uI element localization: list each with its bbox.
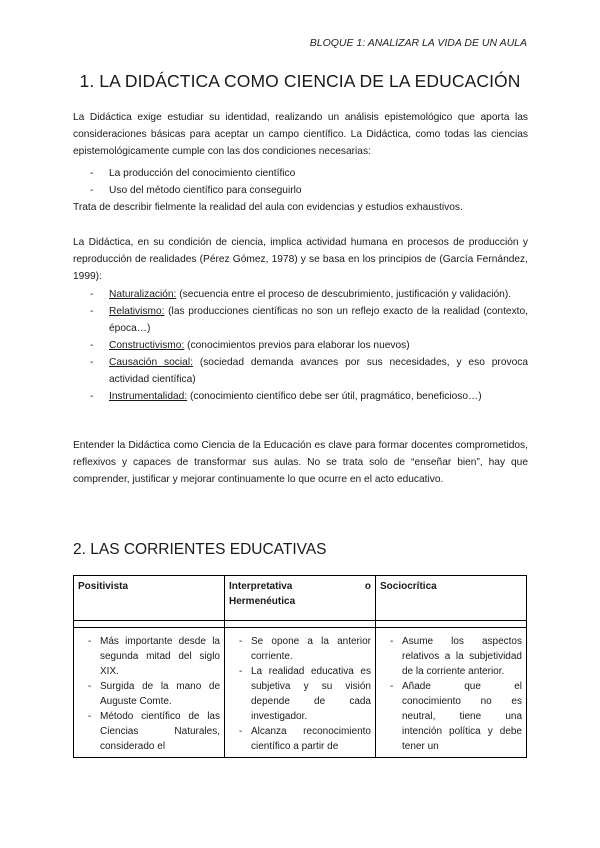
list-item: - Se opone a la anterior corriente.: [239, 636, 371, 662]
list-item: - La realidad educativa es subjetiva y su visión depende de cada investigador.: [239, 666, 371, 722]
list-item: - Instrumentalidad: (conocimiento científico debe ser útil, pragmático, beneficioso…): [90, 391, 482, 402]
section-2-title: 2. LAS CORRIENTES EDUCATIVAS: [73, 541, 327, 558]
list-item: - Método científico de las Ciencias Naturales, considerado el: [88, 711, 220, 752]
list-item: - Uso del método científico para conseguirlo: [90, 185, 302, 196]
section-1-title: 1. LA DIDÁCTICA COMO CIENCIA DE LA EDUCACIÓN: [79, 71, 521, 91]
list-item: - Asume los aspectos relativos a la subjetividad de la corriente anterior.: [390, 636, 522, 677]
sociocritica-cell: [376, 628, 527, 758]
running-header: BLOQUE 1: ANALIZAR LA VIDA DE UN AULA: [309, 37, 527, 49]
list-item: - Causación social: (sociedad demanda avances por sus necesidades, y eso provoca actividad científica): [90, 357, 529, 385]
positivista-cell: [74, 628, 225, 758]
list-item: - Constructivismo: (conocimientos previos para elaborar los nuevos): [90, 340, 410, 351]
list-item: - Añade que el conocimiento no es neutral, tiene una intención política y debe tener un: [390, 681, 522, 752]
header-positivista: Positivista: [74, 576, 225, 621]
header-interpretativa: Interpretativa o Hermenéutica: [225, 576, 376, 621]
list-item: - Más importante desde la segunda mitad del siglo XIX.: [88, 636, 220, 677]
list-item: - Naturalización: (secuencia entre el proceso de descubrimiento, justificación y validación).: [90, 289, 512, 300]
conditions-list: [73, 165, 528, 199]
list-item: - La producción del conocimiento científico: [90, 168, 296, 179]
conclusion-paragraph: Entender la Didáctica como Ciencia de la Educación es clave para formar docentes comprometidos, reflexivos y capaces de transformar sus aulas. No se trata solo de “enseñar bien”, hay que comprender, justificar y mejorar continuamente lo que ocurre en el acto educativo.: [73, 440, 528, 485]
description-paragraph: Trata de describir fielmente la realidad del aula con evidencias y estudios exhaustivos.: [73, 202, 463, 213]
header-sociocritica: Sociocrítica: [376, 576, 527, 621]
list-item: - Surgida de la mano de Auguste Comte.: [88, 681, 220, 707]
interpretativa-cell: [225, 628, 376, 758]
list-item: - Alcanza reconocimiento científico a partir de: [239, 726, 371, 752]
currents-table: [73, 575, 527, 758]
intro-paragraph: La Didáctica exige estudiar su identidad, realizando un análisis epistemológico que aporta las consideraciones básicas para aceptar un campo científico. La Didáctica, como todas las ciencias epistemológicamente cumple con las dos condiciones necesarias:: [73, 112, 528, 157]
science-paragraph: La Didáctica, en su condición de ciencia, implica actividad humana en procesos de producción y reproducción de realidades (Pérez Gómez, 1978) y se basa en los principios de (García Fernández, 1999):: [73, 237, 528, 282]
list-item: - Relativismo: (las producciones científicas no son un reflejo exacto de la realidad (contexto, época…): [90, 306, 528, 334]
principles-list: [73, 286, 528, 405]
